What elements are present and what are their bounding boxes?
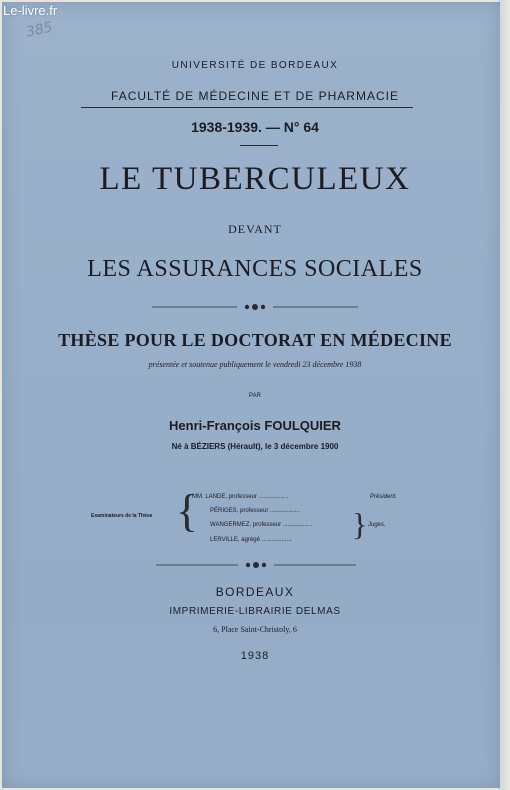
university: UNIVERSITÉ DE BORDEAUX bbox=[171, 60, 339, 71]
examiners-label: Examinateurs de la Thèse bbox=[91, 513, 153, 519]
faculty: FACULTÉ DE MÉDECINE ET DE PHARMACIE bbox=[111, 89, 399, 103]
thesis-heading: THÈSE POUR LE DOCTORAT EN MÉDECINE bbox=[58, 330, 452, 350]
short-rule bbox=[240, 145, 278, 146]
printer-address: 6, Place Saint-Christoly, 6 bbox=[213, 625, 297, 634]
examiner-role: Juges. bbox=[368, 522, 386, 528]
birth-line: Né à BÉZIERS (Hérault), le 3 décembre 1900 bbox=[171, 442, 339, 451]
author-name: Henri-François FOULQUIER bbox=[169, 418, 341, 433]
printer: IMPRIMERIE-LIBRAIRIE DELMAS bbox=[169, 606, 341, 617]
main-title: LE TUBERCULEUX bbox=[99, 161, 411, 197]
presented-line: présentée et soutenue publiquement le vendredi 23 décembre 1938 bbox=[148, 360, 362, 369]
subtitle: LES ASSURANCES SOCIALES bbox=[87, 256, 423, 282]
examiner-row: PÉRIGES, professeur .................. bbox=[210, 508, 301, 514]
brace-right: } bbox=[352, 506, 368, 542]
ornament-divider-bottom bbox=[156, 560, 356, 570]
devant: DEVANT bbox=[228, 222, 282, 236]
print-year: 1938 bbox=[240, 650, 270, 662]
examiner-row: MM. LANDE, professeur .................. bbox=[192, 494, 289, 500]
examiner-row: LERVILLE, agrégé .................. bbox=[210, 537, 292, 543]
city: BORDEAUX bbox=[215, 585, 295, 599]
year-number: 1938-1939. — N° 64 bbox=[191, 119, 319, 135]
pencil-note: 385 bbox=[24, 19, 55, 41]
watermark: Le-livre.fr bbox=[3, 3, 58, 18]
brace-left: { bbox=[176, 485, 199, 536]
divider-rule bbox=[81, 107, 413, 108]
ornament-divider bbox=[152, 302, 358, 312]
examiner-row: WANGERMEZ, professeur .................. bbox=[210, 522, 313, 528]
par-label: PAR bbox=[249, 393, 261, 399]
examiner-role: Président. bbox=[370, 494, 398, 500]
